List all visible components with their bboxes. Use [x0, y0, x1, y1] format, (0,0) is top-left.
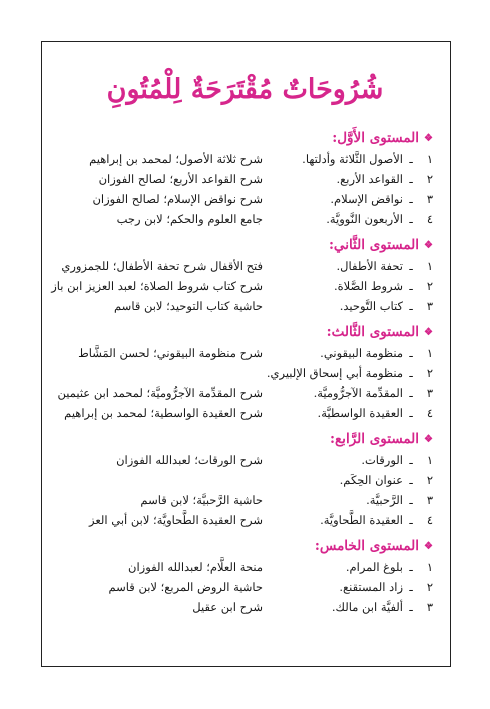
item-dash: ـ: [409, 600, 413, 614]
item-dash: ـ: [409, 580, 413, 594]
commentary-title: فتح الأقفال شرح تحفة الأطفال؛ للجمزوري: [61, 259, 263, 273]
list-item: [61, 363, 433, 383]
commentary-title: شرح ثلاثة الأصول؛ لمحمد بن إبراهيم: [89, 152, 263, 166]
book-title: ألفيَّة ابن مالك.: [331, 600, 403, 614]
item-dash: ـ: [409, 513, 413, 527]
level-heading-text: المستوى الأَوَّل:: [332, 130, 420, 146]
list-item: [61, 557, 433, 577]
item-number: ٣: [426, 493, 433, 507]
diamond-bullet-icon: ❖: [424, 240, 433, 251]
diamond-bullet-icon: ❖: [424, 133, 433, 144]
item-dash: ـ: [409, 212, 413, 226]
item-number: ٢: [426, 279, 433, 293]
item-number: ٢: [426, 172, 433, 186]
list-item: [57, 383, 433, 403]
item-number: ٤: [426, 212, 433, 226]
commentary-title: جامع العلوم والحكم؛ لابن رجب: [116, 212, 263, 226]
item-dash: ـ: [409, 560, 413, 574]
book-title: تحفة الأطفال.: [336, 259, 403, 273]
level-heading-text: المستوى الثَّالث:: [326, 324, 420, 340]
commentary-title: شرح منظومة البيقوني؛ لحسن المَشَّاط: [78, 346, 263, 360]
book-title: الرَّحبيَّة.: [366, 493, 403, 507]
page-title: شُرُوحَاتٌ مُقْتَرَحَةٌ لِلْمُتُونِ: [106, 74, 384, 105]
item-number: ١: [426, 453, 433, 467]
commentary-title: شرح الورقات؛ لعبدالله الفوزان: [116, 453, 263, 467]
list-item: [61, 597, 433, 617]
book-title: نواقض الإسلام.: [330, 192, 403, 206]
item-dash: ـ: [409, 493, 413, 507]
book-title: منظومة البيقوني.: [320, 346, 403, 360]
commentary-title: منحة العلَّام؛ لعبدالله الفوزان: [128, 560, 263, 574]
list-item: [61, 149, 433, 169]
list-item: [61, 256, 433, 276]
list-item: [61, 189, 433, 209]
level-section: [57, 321, 433, 423]
list-item: [61, 577, 433, 597]
level-section: [61, 127, 433, 229]
book-title: عنوان الحِكَم.: [339, 473, 403, 487]
book-title: المقدِّمة الآجرُّوميَّة.: [313, 386, 403, 400]
book-title: الأصول الثَّلاثة وأدلتها.: [302, 152, 403, 166]
diamond-bullet-icon: ❖: [424, 434, 433, 445]
item-number: ٤: [426, 513, 433, 527]
level-heading: [61, 321, 433, 343]
book-title: زاد المستقنع.: [339, 580, 403, 594]
commentary-title: شرح نواقض الإسلام؛ لصالح الفوزان: [92, 192, 263, 206]
level-heading-text: المستوى الخامس:: [314, 538, 420, 554]
book-title: الورقات.: [361, 453, 403, 467]
list-item: [61, 343, 433, 363]
item-number: ٣: [426, 299, 433, 313]
item-number: ٣: [426, 192, 433, 206]
item-number: ٢: [426, 366, 433, 380]
list-item: [51, 276, 433, 296]
diamond-bullet-icon: ❖: [424, 541, 433, 552]
item-dash: ـ: [409, 386, 413, 400]
level-heading: [61, 127, 433, 149]
list-item: [61, 490, 433, 510]
item-dash: ـ: [409, 192, 413, 206]
item-number: ١: [426, 560, 433, 574]
item-number: ٢: [426, 580, 433, 594]
item-number: ١: [426, 152, 433, 166]
commentary-title: شرح العقيدة الطَّحاويَّة؛ لابن أبي العز: [89, 513, 263, 527]
item-dash: ـ: [409, 406, 413, 420]
item-number: ١: [426, 259, 433, 273]
item-dash: ـ: [409, 299, 413, 313]
book-title: العقيدة الواسطيَّة.: [317, 406, 403, 420]
book-title: بلوغ المرام.: [345, 560, 403, 574]
level-heading-text: المستوى الرَّابع:: [330, 431, 420, 447]
list-item: [61, 296, 433, 316]
commentary-title: شرح ابن عقيل: [192, 600, 263, 614]
list-item: [61, 209, 433, 229]
item-dash: ـ: [409, 453, 413, 467]
item-dash: ـ: [409, 279, 413, 293]
commentary-title: حاشية الرَّحبيَّة؛ لابن قاسم: [140, 493, 263, 507]
item-dash: ـ: [409, 152, 413, 166]
level-heading: [61, 535, 433, 557]
commentary-title: شرح العقيدة الواسطية؛ لمحمد بن إبراهيم: [64, 406, 263, 420]
level-section: [51, 234, 433, 316]
item-dash: ـ: [409, 259, 413, 273]
commentary-title: حاشية الروض المربع؛ لابن قاسم: [108, 580, 263, 594]
commentary-title: شرح المقدِّمة الآجرُّوميَّة؛ لمحمد ابن عثيمين: [57, 386, 263, 400]
commentary-title: شرح القواعد الأربع؛ لصالح الفوزان: [98, 172, 263, 186]
level-heading: [61, 234, 433, 256]
item-dash: ـ: [409, 346, 413, 360]
list-item: [61, 470, 433, 490]
list-item: [61, 169, 433, 189]
book-title: الأربعون النَّوويَّة.: [326, 212, 403, 226]
item-number: ٢: [426, 473, 433, 487]
level-section: [61, 428, 433, 530]
commentary-title: شرح كتاب شروط الصلاة؛ لعبد العزيز ابن باز: [51, 279, 263, 293]
diamond-bullet-icon: ❖: [424, 327, 433, 338]
list-item: [61, 403, 433, 423]
item-dash: ـ: [409, 172, 413, 186]
book-title: القواعد الأربع.: [336, 172, 403, 186]
commentary-title: حاشية كتاب التوحيد؛ لابن قاسم: [114, 299, 263, 313]
item-dash: ـ: [409, 366, 413, 380]
level-section: [61, 535, 433, 617]
book-title: كتاب التَّوحيد.: [339, 299, 403, 313]
item-number: ١: [426, 346, 433, 360]
item-number: ٣: [426, 386, 433, 400]
level-heading: [61, 428, 433, 450]
levels-list: [51, 122, 433, 617]
list-item: [61, 510, 433, 530]
book-title: العقيدة الطَّحاويَّة.: [320, 513, 403, 527]
book-title: منظومة أبي إسحاق الإلبيري.: [266, 366, 403, 380]
list-item: [61, 450, 433, 470]
book-title: شروط الصَّلاة.: [333, 279, 403, 293]
level-heading-text: المستوى الثَّاني:: [328, 237, 420, 253]
item-number: ٤: [426, 406, 433, 420]
item-number: ٣: [426, 600, 433, 614]
item-dash: ـ: [409, 473, 413, 487]
